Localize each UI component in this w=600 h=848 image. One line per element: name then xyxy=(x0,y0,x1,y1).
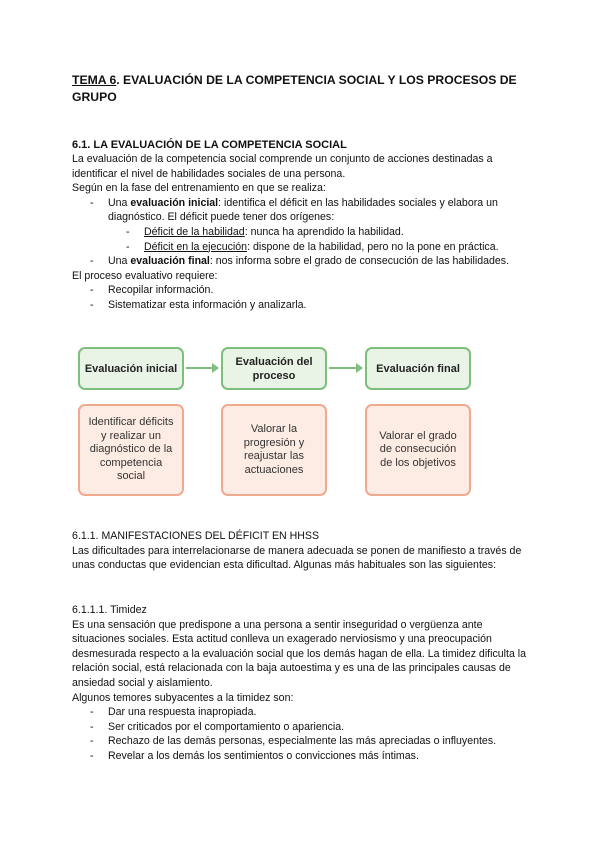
list-item: - Sistematizar esta información y analizarla. xyxy=(72,298,528,313)
deficit-list xyxy=(72,225,528,254)
fears-list xyxy=(72,705,528,763)
section-heading-6-1-1: 6.1.1. MANIFESTACIONES DEL DÉFICIT EN HHSS xyxy=(72,530,320,542)
timidez-paragraph: Es una sensación que predispone a una persona a sentir inseguridad o vergüenza ante situaciones sociales. Esta actitud conlleva un exagerado nerviosismo y una preocupación desmesurada respecto a la evaluación social que los demás hagan de ella. La timidez dificulta la relación social, está relacionada con la baja autoestima y es una de las principales causas de ansiedad social y aislamiento. xyxy=(72,618,527,689)
item-text: : nos informa sobre el grado de consecución de las habilidades. xyxy=(209,255,510,268)
deficit-text: : nunca ha aprendido la habilidad. xyxy=(244,225,404,238)
arrow-right-icon xyxy=(186,367,219,371)
phase-intro: Según en la fase del entrenamiento en que se realiza: xyxy=(72,182,326,195)
topic-label: TEMA 6 xyxy=(72,73,117,87)
list-item: - Dar una respuesta inapropiada. xyxy=(72,705,528,720)
list-item xyxy=(72,196,528,225)
title-text: . EVALUACIÓN DE LA COMPETENCIA SOCIAL Y LOS PROCESOS DE GRUPO xyxy=(72,73,517,104)
list-item: - Rechazo de las demás personas, especialmente las más apreciadas o influyentes. xyxy=(72,734,528,749)
list-item xyxy=(72,225,528,240)
item-text: : identifica el déficit en las habilidades sociales y elabora un diagnóstico. El déficit puede tener dos orígenes: xyxy=(108,196,498,224)
section-6-1-body xyxy=(72,152,528,313)
arrow-right-icon xyxy=(329,367,363,371)
diagram-box-process: Evaluación del proceso xyxy=(221,347,327,390)
list-item xyxy=(72,240,528,255)
diagram-desc-initial: Identificar déficits y realizar un diagnóstico de la competencia social xyxy=(78,404,184,496)
process-intro: El proceso evaluativo requiere: xyxy=(72,269,218,282)
item-bold: evaluación final xyxy=(130,255,210,268)
list-item: - Revelar a los demás los sentimientos o convicciones más íntimas. xyxy=(72,749,528,764)
evaluation-diagram xyxy=(78,347,463,497)
section-6-1-1 xyxy=(72,529,528,573)
item-prefix: Una xyxy=(108,255,131,268)
phase-list xyxy=(72,196,528,225)
phase-list-2 xyxy=(72,254,528,269)
diagram-box-initial: Evaluación inicial xyxy=(78,347,184,390)
list-item xyxy=(72,254,528,269)
section-6-1-1-text: Las dificultades para interrelacionarse de manera adecuada se ponen de manifiesto a través de unas conductas que evidencian esta dificultad. Algunas más habituales son las siguientes: xyxy=(72,544,522,572)
item-bold: evaluación inicial xyxy=(130,196,219,209)
deficit-term: Déficit de la habilidad xyxy=(144,225,245,238)
list-item: - Ser criticados por el comportamiento o apariencia. xyxy=(72,720,528,735)
diagram-desc-process: Valorar la progresión y reajustar las actuaciones xyxy=(221,404,327,496)
section-6-1-1-1 xyxy=(72,603,528,764)
section-heading-6-1-1-1: 6.1.1.1. Timidez xyxy=(72,604,147,616)
intro-paragraph: La evaluación de la competencia social comprende un conjunto de acciones destinadas a identificar el nivel de habilidades sociales de una persona. xyxy=(72,153,493,180)
fears-intro: Algunos temores subyacentes a la timidez son: xyxy=(72,691,294,704)
diagram-box-final: Evaluación final xyxy=(365,347,471,390)
deficit-term: Déficit en la ejecución xyxy=(144,240,248,253)
deficit-text: : dispone de la habilidad, pero no la pone en práctica. xyxy=(247,240,499,253)
diagram-desc-final: Valorar el grado de consecución de los objetivos xyxy=(365,404,471,496)
section-heading-6-1: 6.1. LA EVALUACIÓN DE LA COMPETENCIA SOCIAL xyxy=(72,139,347,151)
item-prefix: Una xyxy=(108,196,131,209)
list-item: - Recopilar información. xyxy=(72,283,528,298)
process-list xyxy=(72,283,528,312)
page-title xyxy=(72,72,528,106)
